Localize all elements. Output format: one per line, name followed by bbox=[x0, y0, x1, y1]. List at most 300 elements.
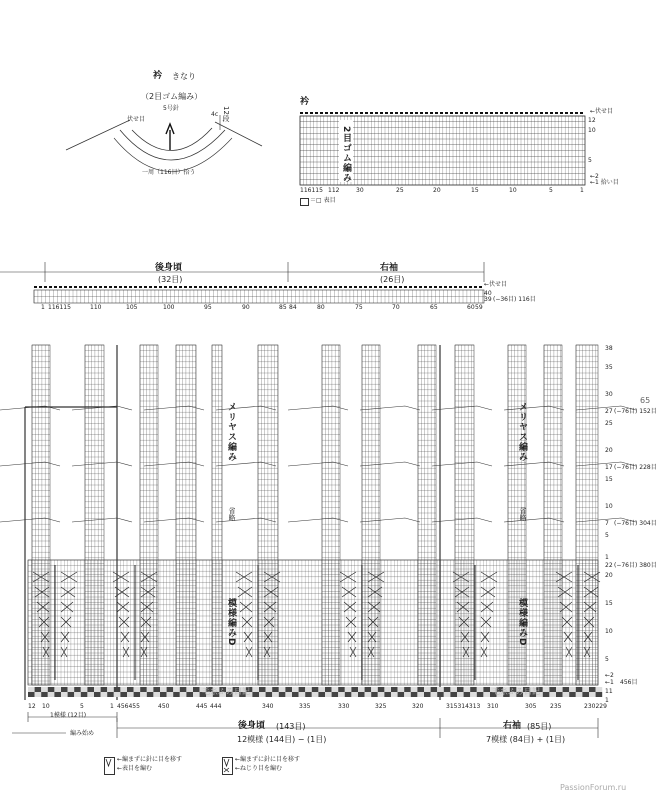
checker-cell bbox=[173, 687, 180, 692]
cross-stitch bbox=[459, 617, 469, 627]
row-11-bottom: 11 bbox=[605, 688, 613, 695]
checker-cell bbox=[318, 687, 325, 692]
checker-cell bbox=[345, 692, 352, 697]
checker-cell bbox=[87, 692, 94, 697]
checker-cell bbox=[596, 692, 603, 697]
collar-chart-pattern: 2目ゴム編み bbox=[341, 126, 351, 184]
legend-text-1: ←編まずに針に目を移す bbox=[117, 756, 183, 763]
cross-stitch bbox=[481, 647, 487, 657]
checker-cell bbox=[160, 692, 167, 697]
checker-cell bbox=[556, 687, 563, 692]
checker-cell bbox=[444, 692, 451, 697]
top-col-90: 90 bbox=[242, 304, 250, 311]
checker-cell bbox=[101, 692, 108, 697]
checker-cell bbox=[160, 687, 167, 692]
checker-cell bbox=[305, 692, 312, 697]
top-col-110: 110 bbox=[90, 304, 102, 311]
row-10-lower: 10 bbox=[605, 628, 613, 635]
cross-stitch bbox=[481, 617, 491, 627]
checker-cell bbox=[35, 687, 42, 692]
checker-cell bbox=[266, 692, 273, 697]
checker-cell bbox=[28, 687, 35, 692]
checker-cell bbox=[153, 687, 160, 692]
checker-cell bbox=[464, 692, 471, 697]
checker-cell bbox=[543, 687, 550, 692]
collar-chart-row-10: 10 bbox=[588, 127, 596, 134]
row-5: 5 bbox=[605, 532, 609, 539]
cross-stitch bbox=[141, 587, 155, 597]
bottom-section-back-name: 後身頃 bbox=[238, 721, 266, 731]
cross-stitch bbox=[368, 572, 384, 582]
checker-cell bbox=[470, 687, 477, 692]
collar-neck-lines bbox=[66, 120, 262, 150]
checker-cell bbox=[569, 687, 576, 692]
top-col-75: 75 bbox=[355, 304, 363, 311]
checker-cell bbox=[398, 692, 405, 697]
cross-stitch bbox=[481, 587, 495, 597]
row-38: 38 bbox=[605, 345, 613, 352]
cross-stitch bbox=[584, 572, 600, 582]
collar-chart-col-116: 116115 bbox=[300, 187, 323, 194]
collar-chart-col-1: 1 bbox=[580, 187, 584, 194]
checker-cell bbox=[81, 692, 88, 697]
checker-cell bbox=[94, 692, 101, 697]
decrease-line bbox=[0, 518, 60, 522]
cross-stitch bbox=[43, 647, 49, 657]
collar-chart-bind-off: ←伏せ目 bbox=[590, 108, 614, 115]
checker-cell bbox=[351, 692, 358, 697]
checker-cell bbox=[41, 687, 48, 692]
checker-cell bbox=[391, 687, 398, 692]
cross-stitch bbox=[264, 587, 278, 597]
checker-cell bbox=[483, 692, 490, 697]
checker-cell bbox=[186, 687, 193, 692]
checker-cell bbox=[345, 687, 352, 692]
checker-cell bbox=[358, 687, 365, 692]
checker-cell bbox=[48, 692, 55, 697]
top-col-59: 59 bbox=[475, 304, 483, 311]
checker-cell bbox=[279, 692, 286, 697]
row-35: 35 bbox=[605, 364, 613, 371]
top-bind-off: ←伏せ目 bbox=[484, 281, 508, 288]
collar-title: 衿 bbox=[153, 71, 163, 81]
cross-stitch bbox=[61, 632, 69, 642]
bottom-col-330: 330 bbox=[338, 703, 350, 710]
checker-cell bbox=[28, 692, 35, 697]
checker-cell bbox=[114, 687, 121, 692]
checker-cell bbox=[589, 692, 596, 697]
checker-cell bbox=[153, 692, 160, 697]
collar-outer-curve bbox=[120, 130, 225, 160]
collar-chart-col-25: 25 bbox=[396, 187, 404, 194]
checker-cell bbox=[371, 687, 378, 692]
site-watermark: PassionForum.ru bbox=[560, 783, 627, 792]
collar-direction-arrow bbox=[166, 124, 174, 150]
cross-stitch bbox=[61, 572, 77, 582]
checker-cell bbox=[186, 692, 193, 697]
checker-cell bbox=[266, 687, 273, 692]
checker-cell bbox=[351, 687, 358, 692]
row-1-lower: ←1 bbox=[605, 679, 614, 686]
checker-cell bbox=[556, 692, 563, 697]
cross-stitch bbox=[562, 617, 572, 627]
checker-cell bbox=[417, 692, 424, 697]
grid-watermark-1: 毛糸ふみ日記 bbox=[202, 687, 250, 696]
collar-height: 4c bbox=[211, 111, 219, 118]
collar-bind-off: 伏せ目 bbox=[127, 116, 146, 123]
collar-chart-row-2: ←2 bbox=[590, 173, 599, 180]
top-section-back-count: (32目) bbox=[158, 275, 183, 284]
checker-cell bbox=[180, 687, 187, 692]
checker-cell bbox=[147, 692, 154, 697]
checker-cell bbox=[279, 687, 286, 692]
bottom-col-325: 325 bbox=[375, 703, 387, 710]
collar-color: きなり bbox=[172, 72, 196, 81]
cross-stitch bbox=[558, 587, 572, 597]
bottom-col-1: 1 bbox=[110, 703, 114, 710]
bottom-section-back-count: (143目) bbox=[276, 722, 306, 731]
stitch-column bbox=[212, 345, 222, 685]
bottom-section-sleeve-name: 右袖 bbox=[503, 721, 522, 731]
bottom-col-335: 335 bbox=[299, 703, 311, 710]
cross-stitch bbox=[244, 632, 252, 642]
bottom-col-310: 310 bbox=[487, 703, 499, 710]
checker-cell bbox=[127, 687, 134, 692]
row-15-lower: 15 bbox=[605, 600, 613, 607]
collar-chart-col-30: 30 bbox=[356, 187, 364, 194]
cross-stitch bbox=[481, 632, 489, 642]
bottom-col-450: 450 bbox=[158, 703, 170, 710]
checker-cell bbox=[596, 687, 603, 692]
collar-pickup-curve bbox=[114, 138, 232, 172]
checker-cell bbox=[569, 692, 576, 697]
cross-stitch bbox=[368, 617, 378, 627]
checker-cell bbox=[582, 692, 589, 697]
collar-chart-col-10: 10 bbox=[509, 187, 517, 194]
checker-cell bbox=[127, 692, 134, 697]
cross-stitch bbox=[236, 572, 252, 582]
collar-chart-col-5: 5 bbox=[549, 187, 553, 194]
checker-cell bbox=[464, 687, 471, 692]
checker-cell bbox=[312, 687, 319, 692]
checker-cell bbox=[444, 687, 451, 692]
decrease-note-380: (−76目) 380目 bbox=[614, 562, 657, 569]
cross-stitch bbox=[242, 617, 252, 627]
stitch-column bbox=[85, 345, 104, 685]
checker-cell bbox=[338, 692, 345, 697]
row-1-upper: 1 bbox=[605, 554, 609, 561]
checker-cell bbox=[450, 687, 457, 692]
top-row-39: 39 bbox=[484, 296, 492, 303]
checker-cell bbox=[543, 692, 550, 697]
row-7: 7 bbox=[605, 520, 609, 527]
cross-stitch bbox=[264, 647, 270, 657]
cross-stitch bbox=[141, 647, 147, 657]
bottom-col-340: 340 bbox=[262, 703, 274, 710]
top-section-sleeve-name: 右袖 bbox=[380, 263, 399, 273]
row-1-bottom: 1 bbox=[605, 697, 609, 704]
checker-cell bbox=[107, 687, 114, 692]
top-col-116: 116115 bbox=[48, 304, 71, 311]
cross-stitch bbox=[238, 587, 252, 597]
checker-cell bbox=[332, 687, 339, 692]
legend-text-3: ←編まずに針に目を移す bbox=[235, 756, 301, 763]
row-17: 17 bbox=[605, 464, 613, 471]
top-row-40: 40 bbox=[484, 290, 492, 297]
checker-cell bbox=[61, 687, 68, 692]
top-col-84: 84 bbox=[289, 304, 297, 311]
checker-cell bbox=[417, 687, 424, 692]
cross-stitch bbox=[113, 572, 129, 582]
checker-cell bbox=[193, 692, 200, 697]
checker-cell bbox=[391, 692, 398, 697]
checker-cell bbox=[193, 687, 200, 692]
bottom-section-sleeve-count: (85目) bbox=[527, 722, 552, 731]
bottom-col-305: 305 bbox=[525, 703, 537, 710]
checker-cell bbox=[398, 687, 405, 692]
collar-chart-title: 衿 bbox=[300, 97, 310, 107]
cross-stitch bbox=[584, 632, 592, 642]
checker-cell bbox=[134, 687, 141, 692]
cross-stitch bbox=[123, 647, 129, 657]
bottom-col-456: 456455 bbox=[117, 703, 140, 710]
checker-cell bbox=[563, 687, 570, 692]
checker-cell bbox=[365, 692, 372, 697]
checker-cell bbox=[120, 692, 127, 697]
cross-stitch bbox=[342, 587, 356, 597]
bottom-col-12: 12 bbox=[28, 703, 36, 710]
checker-cell bbox=[167, 692, 174, 697]
cross-stitch bbox=[61, 587, 75, 597]
checker-cell bbox=[431, 692, 438, 697]
checker-cell bbox=[404, 692, 411, 697]
top-col-100: 100 bbox=[163, 304, 175, 311]
checker-cell bbox=[54, 692, 61, 697]
checker-cell bbox=[457, 692, 464, 697]
checker-cell bbox=[358, 692, 365, 697]
stockinette-label-2: メリヤス編み bbox=[517, 402, 527, 462]
page-number: 65 bbox=[640, 396, 651, 405]
decrease-line bbox=[0, 462, 60, 466]
checker-cell bbox=[549, 692, 556, 697]
cross-stitch bbox=[121, 632, 129, 642]
omitted-label-2: 省略 bbox=[519, 507, 527, 521]
top-col-60: 60 bbox=[467, 304, 475, 311]
checker-cell bbox=[457, 687, 464, 692]
checker-cell bbox=[285, 687, 292, 692]
collar-chart-col-112: 112 bbox=[328, 187, 340, 194]
row-5-lower: 5 bbox=[605, 656, 609, 663]
checker-cell bbox=[61, 692, 68, 697]
top-col-105: 105 bbox=[126, 304, 138, 311]
decrease-note-152: (−76目) 152目 bbox=[614, 408, 657, 415]
checker-cell bbox=[87, 687, 94, 692]
stitch-column bbox=[322, 345, 340, 685]
checker-cell bbox=[81, 687, 88, 692]
checker-cell bbox=[384, 692, 391, 697]
legend-text-2: ←表目を編む bbox=[117, 765, 153, 772]
decrease-note-304: (−76目) 304目 bbox=[614, 520, 657, 527]
checker-cell bbox=[437, 687, 444, 692]
checker-cell bbox=[114, 692, 121, 697]
checker-cell bbox=[180, 692, 187, 697]
top-col-80: 80 bbox=[317, 304, 325, 311]
cross-stitch bbox=[264, 572, 280, 582]
pattern-d-label-2: 模様編みD bbox=[517, 598, 527, 647]
checker-cell bbox=[35, 692, 42, 697]
cross-stitch bbox=[39, 617, 49, 627]
bottom-col-10: 10 bbox=[42, 703, 50, 710]
checker-cell bbox=[378, 687, 385, 692]
row-15: 15 bbox=[605, 476, 613, 483]
checker-cell bbox=[147, 687, 154, 692]
checker-cell bbox=[411, 687, 418, 692]
checker-cell bbox=[437, 692, 444, 697]
checker-cell bbox=[259, 692, 266, 697]
checker-cell bbox=[48, 687, 55, 692]
cross-stitch bbox=[141, 632, 149, 642]
cross-stitch bbox=[453, 572, 469, 582]
checker-cell bbox=[576, 687, 583, 692]
checker-cell bbox=[411, 692, 418, 697]
checker-cell bbox=[140, 692, 147, 697]
collar-chart-row-12: 12 bbox=[588, 117, 596, 124]
top-col-1: 1 bbox=[41, 304, 45, 311]
collar-chart-row-5: 5 bbox=[588, 157, 592, 164]
checker-cell bbox=[589, 687, 596, 692]
checker-cell bbox=[338, 687, 345, 692]
checker-cell bbox=[424, 687, 431, 692]
row-27: 27 bbox=[605, 408, 613, 415]
checker-cell bbox=[252, 692, 259, 697]
checker-cell bbox=[140, 687, 147, 692]
legend-text-4: ←ねじり目を編む bbox=[235, 765, 283, 772]
cross-stitch bbox=[350, 647, 356, 657]
bottom-col-445: 445 bbox=[196, 703, 208, 710]
checker-cell bbox=[404, 687, 411, 692]
checker-cell bbox=[54, 687, 61, 692]
stitch-column bbox=[455, 345, 474, 685]
top-col-70: 70 bbox=[392, 304, 400, 311]
start-label: 編み始め bbox=[70, 730, 95, 737]
collar-pickup: 一周（116目）拾う bbox=[142, 169, 196, 176]
omitted-label-1: 省略 bbox=[228, 507, 236, 521]
top-col-95: 95 bbox=[204, 304, 212, 311]
bottom-col-235: 235 bbox=[550, 703, 562, 710]
cross-stitch bbox=[368, 647, 374, 657]
checker-cell bbox=[312, 692, 319, 697]
cross-stitch bbox=[564, 632, 572, 642]
checker-cell bbox=[378, 692, 385, 697]
row-10: 10 bbox=[605, 503, 613, 510]
checker-cell bbox=[167, 687, 174, 692]
slip-knit-symbol bbox=[104, 757, 115, 775]
row-2-lower: ←2 bbox=[605, 672, 614, 679]
row-22: 22 bbox=[605, 562, 613, 569]
collar-needle: 5号針 bbox=[163, 105, 179, 112]
checker-cell bbox=[483, 687, 490, 692]
checker-cell bbox=[470, 692, 477, 697]
pattern-d-label-1: 模様編みD bbox=[226, 598, 236, 647]
checker-cell bbox=[582, 687, 589, 692]
checker-cell bbox=[259, 687, 266, 692]
checker-cell bbox=[299, 687, 306, 692]
checker-cell bbox=[384, 687, 391, 692]
top-decrease-note: (−36目) 116目 bbox=[493, 296, 536, 303]
checker-cell bbox=[325, 692, 332, 697]
row-25: 25 bbox=[605, 420, 613, 427]
checker-cell bbox=[101, 687, 108, 692]
checker-cell bbox=[299, 692, 306, 697]
collar-chart-col-20: 20 bbox=[433, 187, 441, 194]
cross-stitch bbox=[141, 617, 151, 627]
checker-cell bbox=[477, 692, 484, 697]
checker-cell bbox=[477, 687, 484, 692]
checker-cell bbox=[68, 692, 75, 697]
collar-stitch: （2目ゴム編み） bbox=[141, 92, 203, 101]
top-col-85: 85 bbox=[279, 304, 287, 311]
checker-cell bbox=[365, 687, 372, 692]
checker-cell bbox=[272, 692, 279, 697]
checker-cell bbox=[68, 687, 75, 692]
checker-cell bbox=[292, 687, 299, 692]
checker-cell bbox=[450, 692, 457, 697]
checker-cell bbox=[563, 692, 570, 697]
checker-cell bbox=[332, 692, 339, 697]
checker-cell bbox=[120, 687, 127, 692]
checker-cell bbox=[41, 692, 48, 697]
checker-cell bbox=[134, 692, 141, 697]
bottom-col-230: 230229 bbox=[584, 703, 607, 710]
checker-cell bbox=[74, 692, 81, 697]
grid-watermark-2: 毛糸ふみ日記 bbox=[492, 687, 540, 696]
top-section-sleeve-count: (26目) bbox=[380, 275, 405, 284]
checker-cell bbox=[107, 692, 114, 697]
checker-cell bbox=[173, 692, 180, 697]
checker-cell bbox=[252, 687, 259, 692]
decrease-note-456: 456目 bbox=[620, 679, 638, 686]
cross-stitch bbox=[566, 647, 572, 657]
cross-stitch bbox=[61, 617, 71, 627]
checker-cell bbox=[549, 687, 556, 692]
legend-box bbox=[300, 198, 309, 206]
checker-cell bbox=[371, 692, 378, 697]
row-30: 30 bbox=[605, 391, 613, 398]
cross-stitch bbox=[61, 647, 67, 657]
cross-stitch bbox=[556, 572, 572, 582]
collar-rows: 12段 bbox=[222, 106, 230, 122]
checker-cell bbox=[305, 687, 312, 692]
checker-cell bbox=[74, 687, 81, 692]
slip-twist-symbol bbox=[222, 757, 233, 775]
stockinette-label-1: メリヤス編み bbox=[226, 402, 236, 462]
collar-chart-col-15: 15 bbox=[471, 187, 479, 194]
checker-cell bbox=[272, 687, 279, 692]
checker-cell bbox=[325, 687, 332, 692]
checker-cell bbox=[318, 692, 325, 697]
cross-stitch bbox=[346, 617, 356, 627]
bottom-section-sleeve-formula: 7模様 (84目) + (1目) bbox=[486, 735, 566, 744]
pattern-block-frame bbox=[28, 560, 598, 685]
repeat-label: 1模様 (12目) bbox=[50, 712, 87, 719]
bottom-col-315: 315314313 bbox=[446, 703, 481, 710]
decrease-note-228: (−76目) 228目 bbox=[614, 464, 657, 471]
row-20: 20 bbox=[605, 447, 613, 454]
bottom-col-320: 320 bbox=[412, 703, 424, 710]
checker-cell bbox=[292, 692, 299, 697]
top-section-back-name: 後身頃 bbox=[155, 263, 183, 273]
checker-cell bbox=[576, 692, 583, 697]
